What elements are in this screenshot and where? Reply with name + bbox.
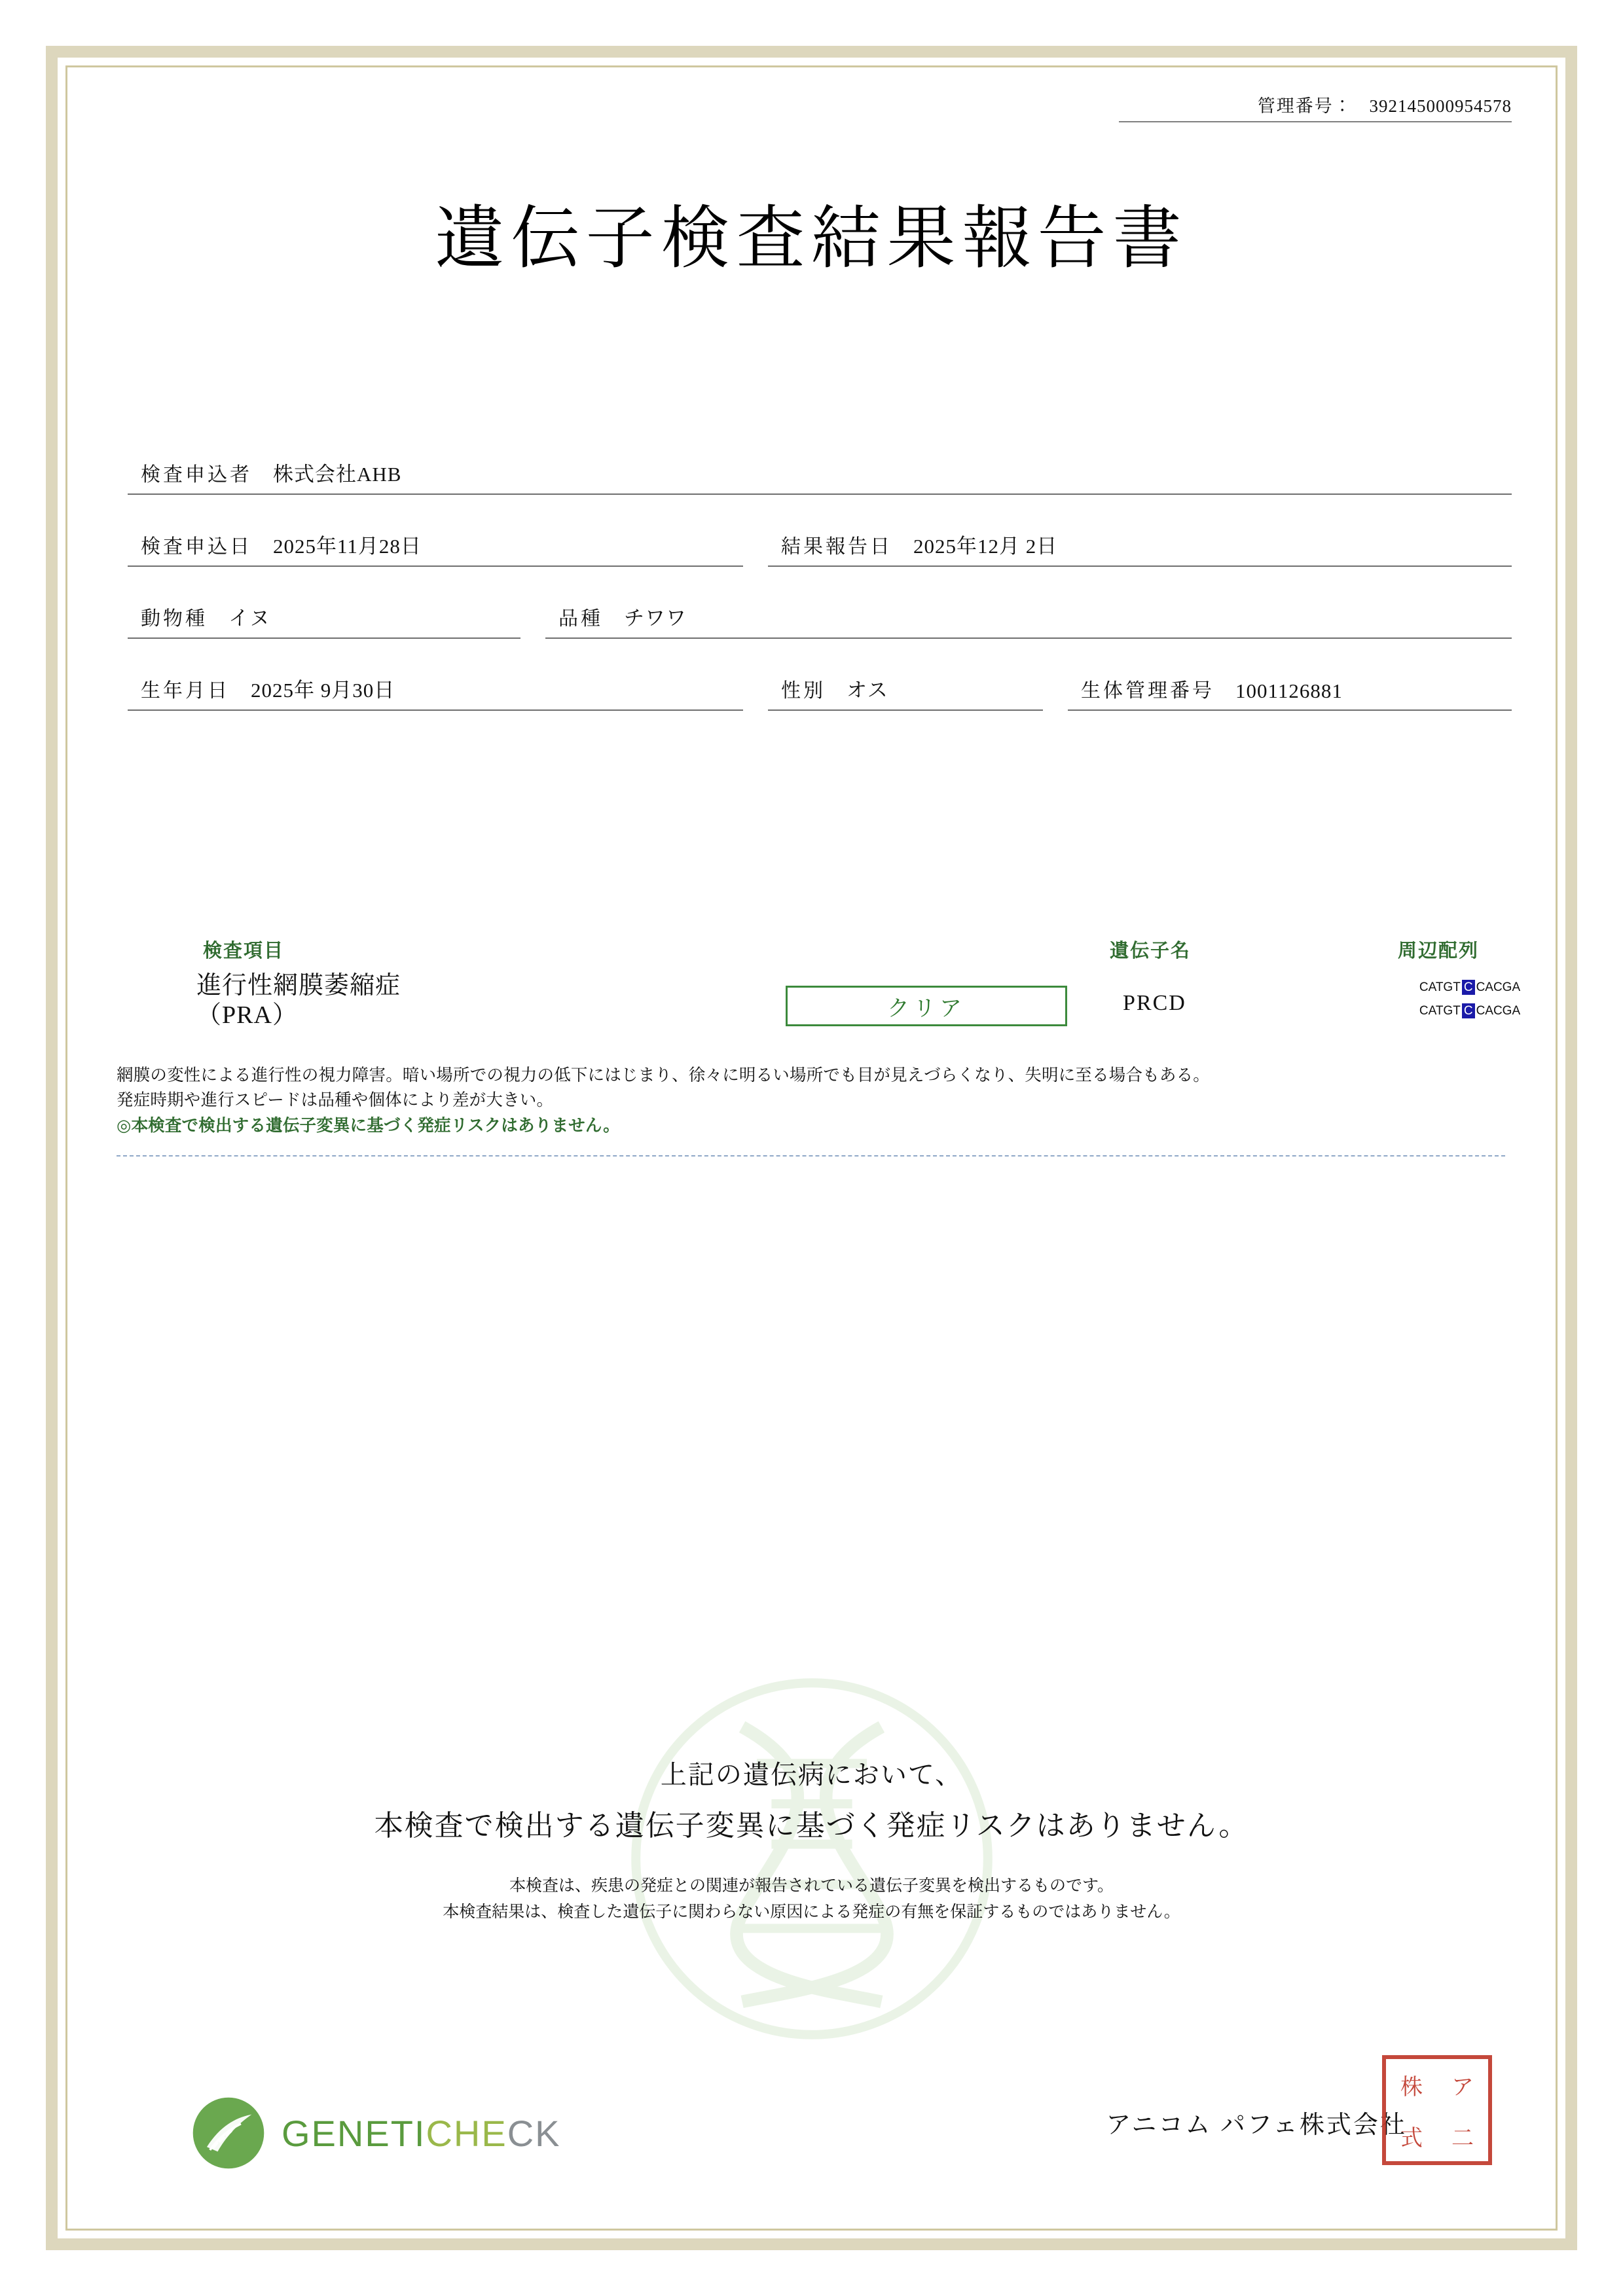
page-title: 遺伝子検査結果報告書 [435,200,1188,277]
sequence-line-2 [1385,1004,1555,1018]
column-header-test-item: 検査項目 [203,941,285,961]
birthdate-label: 生年月日 [141,680,230,702]
gene-name-value: PRCD [1123,991,1186,1015]
description-line-2: 発症時期や進行スピードは品種や個体により差が大きい。 [117,1090,554,1110]
summary-line-2: 本検査で検出する遺伝子変異に基づく発症リスクはありません。 [374,1810,1249,1842]
sequence-variant: C [1462,980,1475,995]
disease-description [105,1063,1512,1138]
summary-line-1: 上記の遺伝病において、 [660,1761,963,1789]
field-applicant [128,454,1512,495]
genticheck-logo [190,2094,561,2172]
birthdate-value: 2025年 9月30日 [251,679,395,702]
applicant-value: 株式会社AHB [273,463,402,486]
seal-char-2: ア [1451,2075,1474,2100]
sequence-suffix: CACGA [1476,980,1521,994]
leaf-dna-icon [190,2094,267,2172]
field-sex [768,670,1043,711]
seal-char-4: 二 [1451,2126,1474,2151]
field-birthdate [128,670,743,711]
control-number-label: 管理番号： [1257,96,1353,116]
report-date-value: 2025年12月 2日 [913,535,1058,558]
disease-name-line1: 進行性網膜萎縮症 [196,972,401,999]
table-row [105,971,1521,1056]
section-divider [117,1155,1505,1157]
summary-note-line-2: 本検査結果は、検査した遺伝子に関わらない原因による発症の有無を保証するものではありません。 [443,1903,1180,1921]
disease-name [196,971,401,1030]
test-result-section [105,936,1521,1157]
field-report-date [768,526,1512,567]
logo-text-part-1: GENETI [282,2112,426,2154]
metadata-row-species [128,596,1512,639]
summary-note-line-1: 本検査は、疾患の発症との関連が報告されている遺伝子変異を検出するものです。 [509,1876,1114,1895]
column-header-flanking-sequence: 周辺配列 [1398,941,1480,961]
apply-date-value: 2025年11月28日 [273,535,422,558]
animal-id-label: 生体管理番号 [1081,680,1214,702]
applicant-label: 検査申込者 [141,464,252,486]
logo-wordmark [282,2112,561,2155]
control-number [1119,92,1512,122]
summary-note [98,1873,1525,1925]
sex-label: 性別 [781,680,826,702]
animal-id-value: 1001126881 [1235,679,1343,702]
breed-label: 品種 [558,608,603,630]
sequence-line-1 [1385,980,1555,995]
sequence-prefix: CATGT [1419,980,1461,994]
field-breed [545,598,1512,639]
metadata-section [128,452,1512,740]
sequence-suffix-2: CACGA [1476,1004,1521,1018]
document-content [98,85,1525,2211]
field-species [128,598,520,639]
description-line-1: 網膜の変性による進行性の視力障害。暗い場所での視力の低下にはじまり、徐々に明るい場所でも目が見えづらくなり、失明に至る場合もある。 [117,1066,1210,1085]
logo-text-part-3: CK [507,2112,561,2154]
report-date-label: 結果報告日 [781,536,892,558]
apply-date-label: 検査申込日 [141,536,252,558]
field-apply-date [128,526,743,567]
company-seal [1382,2055,1492,2165]
logo-text-part-2: CHE [426,2112,507,2154]
result-table-header [105,936,1512,962]
breed-value: チワワ [624,607,687,630]
metadata-row-applicant [128,452,1512,495]
column-header-gene-name: 遺伝子名 [1110,941,1192,961]
status-badge: クリア [786,986,1067,1026]
risk-note: ◎本検査で検出する遺伝子変異に基づく発症リスクはありません。 [117,1115,620,1135]
seal-char-1: 株 [1400,2075,1423,2100]
metadata-row-birth [128,668,1512,711]
species-value: イヌ [228,607,270,630]
sequence-prefix-2: CATGT [1419,1004,1461,1018]
sex-value: オス [847,679,888,702]
sequence-variant-2: C [1462,1003,1475,1018]
species-label: 動物種 [141,608,208,630]
footer [105,2060,1512,2191]
company-name: アニコム パフェ株式会社 [1106,2111,1407,2139]
summary-section [98,1754,1525,1925]
field-animal-id [1068,670,1512,711]
seal-char-3: 式 [1400,2126,1423,2151]
flanking-sequence [1385,980,1555,1028]
control-number-value: 392145000954578 [1369,96,1512,116]
metadata-row-dates [128,524,1512,567]
disease-name-line2: （PRA） [196,1001,298,1029]
